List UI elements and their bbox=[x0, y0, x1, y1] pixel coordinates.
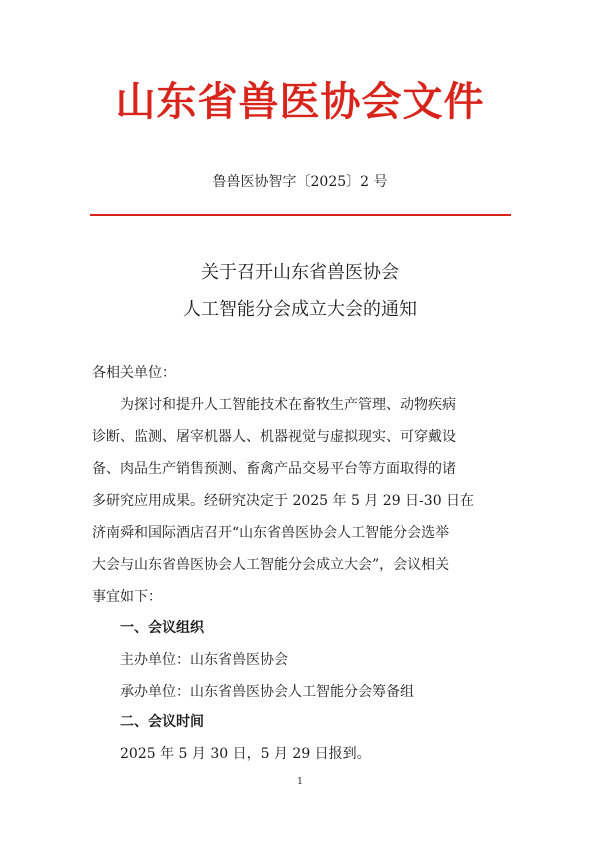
red-divider-line bbox=[90, 214, 511, 216]
page-number: 1 bbox=[297, 777, 303, 787]
paragraph-line: 事宜如下： bbox=[92, 589, 162, 605]
paragraph-line: 诊断、监测、屠宰机器人、机器视觉与虚拟现实、可穿戴设 bbox=[92, 429, 456, 445]
notice-title-line-2: 人工智能分会成立大会的通知 bbox=[183, 299, 417, 320]
paragraph-line: 为探讨和提升人工智能技术在畜牧生产管理、动物疾病 bbox=[120, 397, 456, 413]
paragraph-line: 多研究应用成果。经研究决定于 2025 年 5 月 29 日-30 日在 bbox=[92, 493, 475, 509]
co-organizer-line: 承办单位：山东省兽医协会人工智能分会筹备组 bbox=[120, 684, 414, 700]
masthead-title: 山东省兽医协会文件 bbox=[115, 78, 485, 125]
paragraph-line: 济南舜和国际酒店召开“山东省兽医协会人工智能分会选举 bbox=[92, 525, 450, 541]
salutation: 各相关单位： bbox=[92, 365, 176, 381]
paragraph-line: 大会与山东省兽医协会人工智能分会成立大会”，会议相关 bbox=[92, 557, 450, 573]
paragraph-line: 备、肉品生产销售预测、畜禽产品交易平台等方面取得的诸 bbox=[92, 461, 456, 477]
meeting-time-line: 2025 年 5 月 30 日，5 月 29 日报到。 bbox=[120, 746, 371, 762]
notice-title-line-1: 关于召开山东省兽医协会 bbox=[201, 262, 399, 283]
section-heading-time: 二、会议时间 bbox=[120, 714, 204, 730]
document-number: 鲁兽医协智字〔2025〕2 号 bbox=[212, 174, 388, 190]
section-heading-organization: 一、会议组织 bbox=[120, 620, 204, 636]
organizer-line: 主办单位：山东省兽医协会 bbox=[120, 652, 288, 668]
